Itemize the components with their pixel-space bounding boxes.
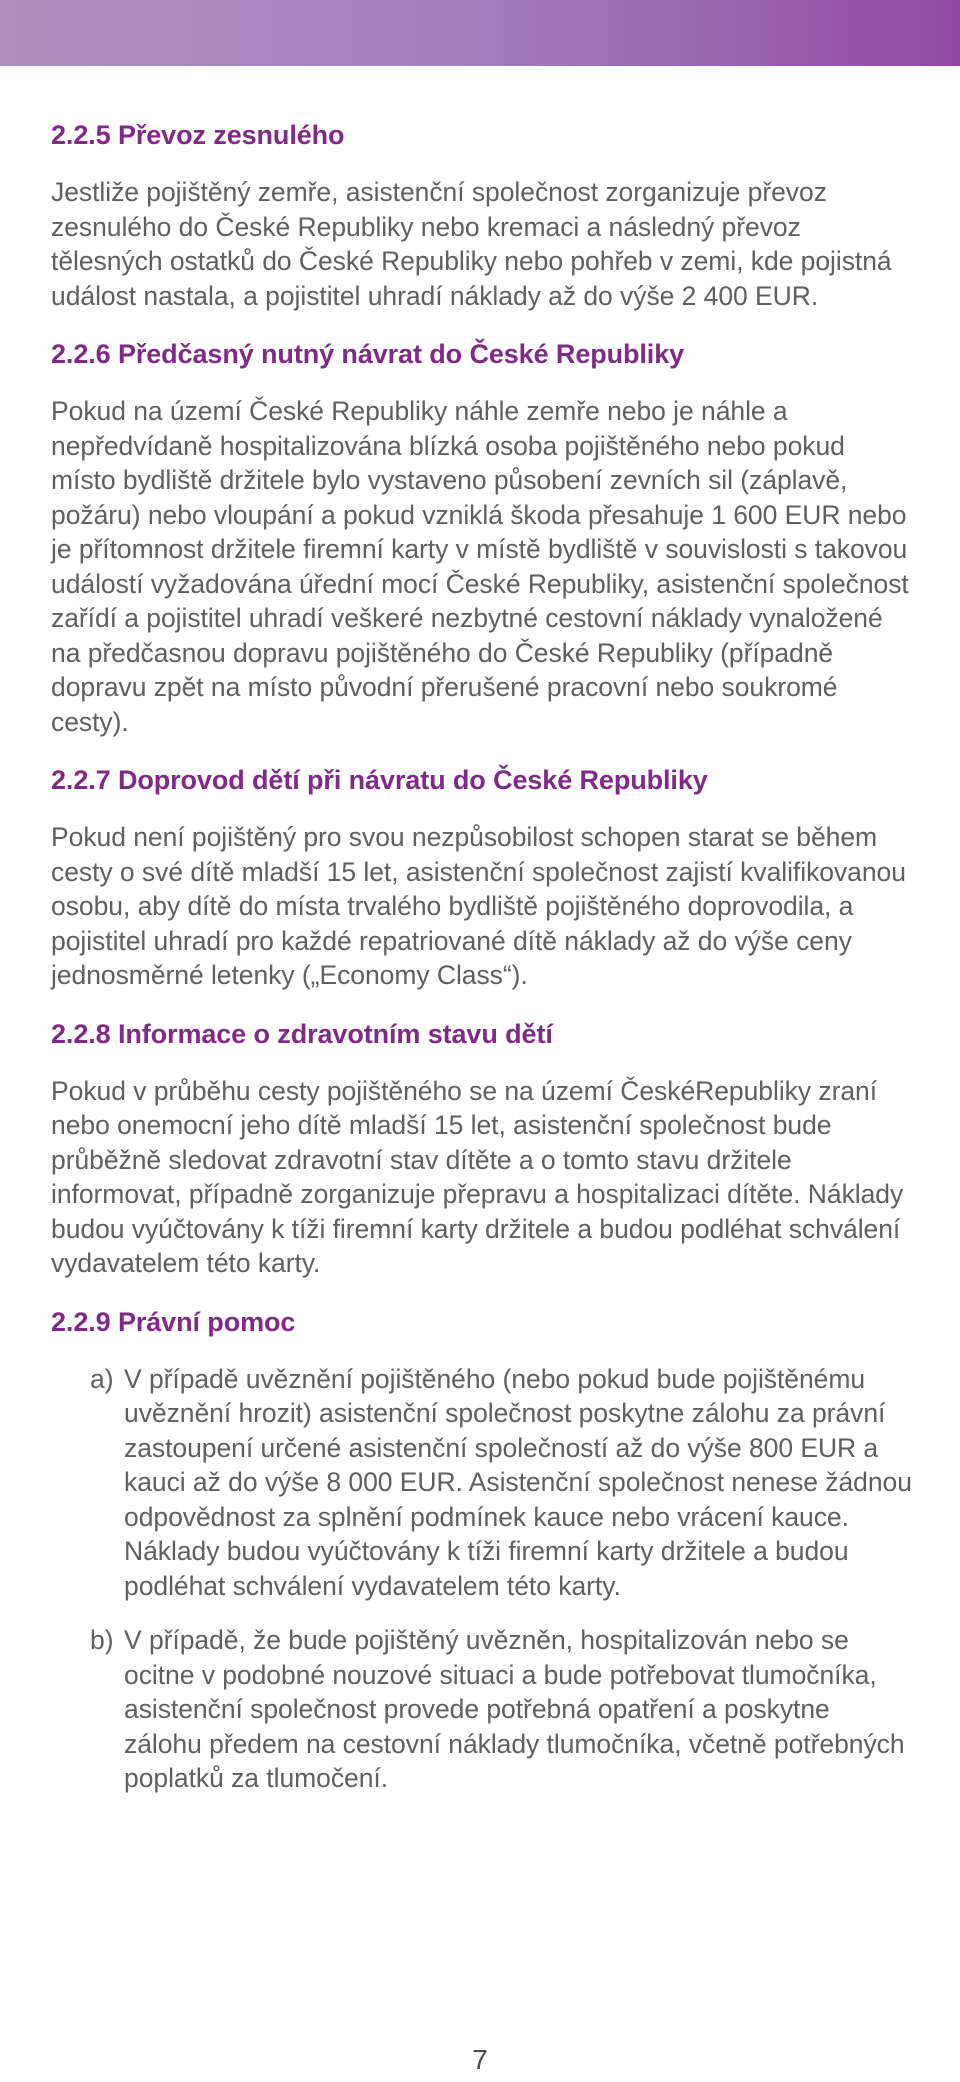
- list-item: [51, 1362, 913, 1604]
- top-decorative-band: [0, 0, 960, 66]
- section-heading: 2.2.7 Doprovod dětí při návratu do České Republiky: [51, 765, 708, 795]
- list-marker: a): [90, 1363, 114, 1394]
- section-body: Jestliže pojištěný zemře, asistenční společnost zorganizuje převoz zesnulého do České Republiky nebo kremaci a následný převoz tělesných ostatků do České Republiky nebo pohřeb v zemi, kde pojistná událost nastala, a pojistitel uhradí náklady až do výše 2 400 EUR.: [51, 177, 892, 311]
- list-item-text: V případě, že bude pojištěný uvězněn, hospitalizován nebo se ocitne v podobné nouzové situaci a bude potřebovat tlumočníka, asistenční společnost provede potřebná opatření a poskytne zálohu předem na cestovní náklady tlumočníka, včetně potřebných poplatků za tlumočení.: [124, 1625, 905, 1793]
- list-item-text: V případě uvěznění pojištěného (nebo pokud bude pojištěnému uvěznění hrozit) asistenční společnost poskytne zálohu za právní zastoupení určené asistenční společností až do výše 800 EUR a kauci až do výše 8 000 EUR. Asistenční společnost nenese žádnou odpovědnost za splnění podmínek kauce nebo vrácení kauce. Náklady budou vyúčtovány k tíži firemní karty držitele a budou podléhat schválení vydavatelem této karty.: [124, 1363, 912, 1601]
- section-body: Pokud v průběhu cesty pojištěného se na území ČeskéRepubliky zraní nebo onemocní jeho dítě mladší 15 let, asistenční společnost bude průběžně sledovat zdravotní stav dítěte a o tomto stavu držitele informovat, případně zorganizuje přepravu a hospitalizaci dítěte. Náklady budou vyúčtovány k tíži firemní karty držitele a budou podléhat schválení vydavatelem této karty.: [51, 1075, 904, 1278]
- section-2-2-7: [51, 763, 913, 993]
- section-2-2-9: [51, 1305, 913, 1796]
- section-heading: 2.2.9 Právní pomoc: [51, 1306, 296, 1337]
- document-content: [51, 118, 913, 1820]
- section-heading: 2.2.8 Informace o zdravotním stavu dětí: [51, 1018, 553, 1049]
- section-body: Pokud na území České Republiky náhle zemře nebo je náhle a nepředvídaně hospitalizována blízká osoba pojištěného nebo pokud místo bydliště držitele bylo vystaveno působení zevních sil (záplavě, požáru) nebo vloupání a pokud vzniklá škoda přesahuje 1 600 EUR nebo je přítomnost držitele firemní karty v místě bydliště v souvislosti s takovou událostí vyžadována úřední mocí České Republiky, asistenční společnost zařídí a pojistitel uhradí veškeré nezbytné cestovní náklady vynaložené na předčasnou dopravu pojištěného do České Republiky (případně dopravu zpět na místo původní přerušené pracovní nebo soukromé cesty).: [51, 396, 909, 737]
- page-number: 7: [472, 2044, 488, 2075]
- section-2-2-5: [51, 118, 913, 313]
- section-2-2-8: [51, 1017, 913, 1281]
- section-heading: 2.2.5 Převoz zesnulého: [51, 120, 345, 150]
- section-heading: 2.2.6 Předčasný nutný návrat do České Republiky: [51, 339, 685, 369]
- section-2-2-6: [51, 337, 913, 739]
- list-item: [51, 1623, 913, 1796]
- legal-aid-list: [51, 1362, 913, 1796]
- section-body: Pokud není pojištěný pro svou nezpůsobilost schopen starat se během cesty o své dítě mladší 15 let, asistenční společnost zajistí kvalifikovanou osobu, aby dítě do místa trvalého bydliště pojištěného doprovodila, a pojistitel uhradí pro každé repatriované dítě náklady až do výše ceny jednosměrné letenky („Economy Class“).: [51, 822, 906, 990]
- list-marker: b): [90, 1625, 114, 1655]
